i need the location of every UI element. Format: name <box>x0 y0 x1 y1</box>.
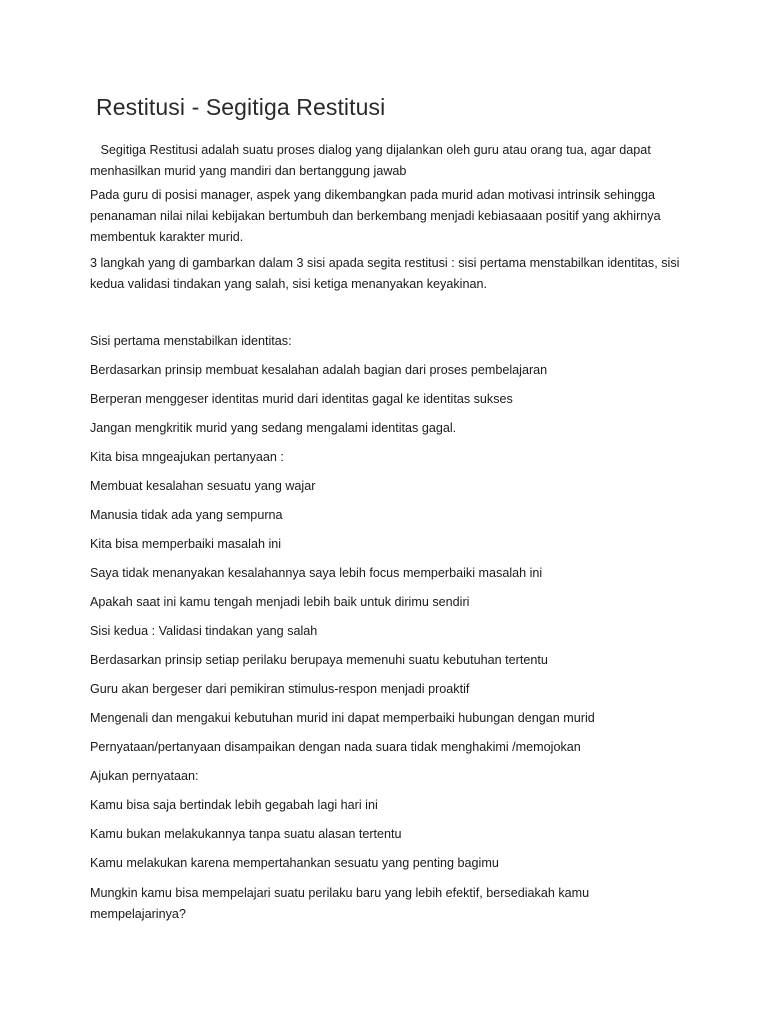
line-item: Berdasarkan prinsip setiap perilaku berupaya memenuhi suatu kebutuhan tertentu <box>90 653 548 667</box>
line-sisi-kedua-heading: Sisi kedua : Validasi tindakan yang salah <box>90 624 318 638</box>
line-item: Apakah saat ini kamu tengah menjadi lebih baik untuk dirimu sendiri <box>90 595 470 609</box>
line-item: Kamu bukan melakukannya tanpa suatu alasan tertentu <box>90 827 402 841</box>
line-item: Berperan menggeser identitas murid dari identitas gagal ke identitas sukses <box>90 392 513 406</box>
line-item: Kita bisa memperbaiki masalah ini <box>90 537 282 551</box>
paragraph-manager: Pada guru di posisi manager, aspek yang dikembangkan pada murid adan motivasi intrinsik sehingga penanaman nilai nilai kebijakan bertumbuh dan berkembang menjadi kebiasaaan positif yang akhirnya membentuk karakter murid. <box>90 188 661 244</box>
line-item: Manusia tidak ada yang sempurna <box>90 508 283 522</box>
line-item: Berdasarkan prinsip membuat kesalahan adalah bagian dari proses pembelajaran <box>90 363 548 377</box>
paragraph-final: Mungkin kamu bisa mempelajari suatu perilaku baru yang lebih efektif, bersediakah kamu mempelajarinya? <box>90 886 590 921</box>
line-item: Pernyataan/pertanyaan disampaikan dengan nada suara tidak menghakimi /memojokan <box>90 740 581 754</box>
line-item: Ajukan pernyataan: <box>90 769 199 783</box>
line-item: Kamu bisa saja bertindak lebih gegabah lagi hari ini <box>90 798 378 812</box>
line-item: Membuat kesalahan sesuatu yang wajar <box>90 479 316 493</box>
line-sisi-pertama-heading: Sisi pertama menstabilkan identitas: <box>90 334 292 348</box>
line-item: Jangan mengkritik murid yang sedang mengalami identitas gagal. <box>90 421 457 435</box>
paragraph-intro: Segitiga Restitusi adalah suatu proses dialog yang dijalankan oleh guru atau orang tua, agar dapat menhasilkan murid yang mandiri dan bertanggung jawab <box>90 143 655 178</box>
line-item: Saya tidak menanyakan kesalahannya saya lebih focus memperbaiki masalah ini <box>90 566 543 580</box>
line-item: Kamu melakukan karena mempertahankan sesuatu yang penting bagimu <box>90 856 499 870</box>
line-item: Guru akan bergeser dari pemikiran stimulus-respon menjadi proaktif <box>90 682 470 696</box>
line-item: Mengenali dan mengakui kebutuhan murid ini dapat memperbaiki hubungan dengan murid <box>90 711 595 725</box>
line-item: Kita bisa mngeajukan pertanyaan : <box>90 450 284 464</box>
document-title: Restitusi - Segitiga Restitusi <box>96 94 386 120</box>
paragraph-three-steps: 3 langkah yang di gambarkan dalam 3 sisi apada segita restitusi : sisi pertama menstabilkan identitas, sisi kedua validasi tindakan yang salah, sisi ketiga menanyakan keyakinan. <box>90 256 680 291</box>
